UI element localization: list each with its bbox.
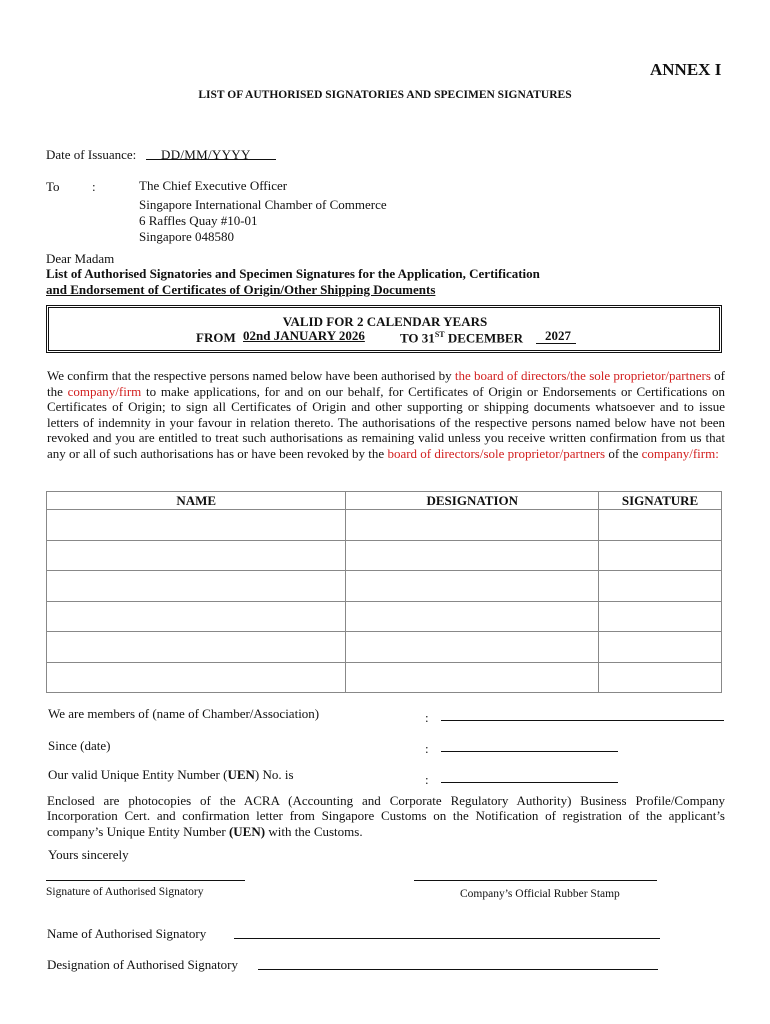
document-title: LIST OF AUTHORISED SIGNATORIES AND SPECIMEN SIGNATURES bbox=[198, 89, 572, 101]
chamber-colon: : bbox=[425, 710, 429, 725]
signature-label: Signature of Authorised Signatory bbox=[46, 886, 204, 898]
enclosed-text-1: Enclosed are photocopies of the ACRA (Accounting and Corporate Regulatory Authority) Business Profile/Company Incorporation Cert. and confirmation letter from Singapore Customs on the Notification of registration of the applicant’s company’s Unique Entity Number bbox=[47, 793, 725, 839]
authorised-name-field[interactable] bbox=[234, 938, 660, 939]
table-row bbox=[47, 662, 722, 693]
validity-heading: VALID FOR 2 CALENDAR YEARS bbox=[282, 314, 488, 329]
name-cell[interactable] bbox=[47, 601, 346, 632]
enclosed-uen: (UEN) bbox=[228, 823, 266, 839]
authorised-name-label: Name of Authorised Signatory bbox=[47, 926, 207, 941]
signature-line[interactable] bbox=[46, 880, 245, 881]
signature-cell[interactable] bbox=[599, 510, 722, 541]
designation-cell[interactable] bbox=[346, 510, 599, 541]
authorised-designation-label: Designation of Authorised Signatory bbox=[47, 957, 239, 972]
validity-to-suffix: ST bbox=[434, 330, 445, 339]
signature-cell[interactable] bbox=[599, 662, 722, 693]
table-header-row bbox=[47, 492, 722, 510]
designation-cell[interactable] bbox=[346, 601, 599, 632]
stamp-line[interactable] bbox=[414, 880, 657, 881]
validity-to-month: DECEMBER bbox=[447, 330, 523, 346]
table-row bbox=[47, 632, 722, 663]
confirmation-paragraph bbox=[47, 368, 725, 462]
stamp-label: Company’s Official Rubber Stamp bbox=[460, 888, 620, 900]
confirmation-text-2: of the bbox=[47, 368, 725, 399]
to-label: To bbox=[46, 179, 60, 194]
validity-from-label: FROM bbox=[196, 330, 236, 345]
signature-cell[interactable] bbox=[599, 601, 722, 632]
since-label: Since (date) bbox=[48, 738, 111, 753]
name-cell[interactable] bbox=[47, 571, 346, 602]
enclosed-text-2: with the Customs. bbox=[265, 823, 363, 839]
signatories-table bbox=[46, 491, 722, 693]
name-cell[interactable] bbox=[47, 540, 346, 571]
recipient-line-1: The Chief Executive Officer bbox=[139, 178, 288, 193]
recipient-line-3: 6 Raffles Quay #10-01 bbox=[139, 213, 258, 228]
authority-body-1: the board of directors/the sole proprietor/partners bbox=[454, 368, 711, 383]
uen-field[interactable] bbox=[441, 782, 618, 783]
enclosed-paragraph bbox=[47, 793, 725, 839]
salutation: Dear Madam bbox=[46, 251, 115, 266]
validity-to-label bbox=[400, 330, 523, 346]
entity-type-1: company/firm bbox=[67, 383, 142, 399]
validity-to-year[interactable]: 2027 bbox=[545, 328, 571, 343]
designation-cell[interactable] bbox=[346, 632, 599, 663]
designation-cell[interactable] bbox=[346, 540, 599, 571]
chamber-label: We are members of (name of Chamber/Association) bbox=[48, 706, 320, 721]
table-row bbox=[47, 601, 722, 632]
entity-type-2: company/firm: bbox=[641, 445, 719, 461]
subject-line-2: and Endorsement of Certificates of Origin/Other Shipping Documents bbox=[46, 282, 436, 297]
table-row bbox=[47, 571, 722, 602]
uen-label-bold: UEN bbox=[227, 767, 255, 782]
uen-label-post: ) No. is bbox=[254, 767, 294, 782]
name-cell[interactable] bbox=[47, 510, 346, 541]
column-header-designation: DESIGNATION bbox=[346, 492, 599, 510]
column-header-name: NAME bbox=[47, 492, 346, 510]
designation-cell[interactable] bbox=[346, 571, 599, 602]
signature-cell[interactable] bbox=[599, 571, 722, 602]
authorised-designation-field[interactable] bbox=[258, 969, 658, 970]
subject-line-1: List of Authorised Signatories and Specimen Signatures for the Application, Certification bbox=[46, 266, 540, 281]
annex-heading: ANNEX I bbox=[650, 60, 722, 79]
table-row bbox=[47, 510, 722, 541]
table-row bbox=[47, 540, 722, 571]
chamber-field[interactable] bbox=[441, 720, 724, 721]
confirmation-text-4: of the bbox=[605, 445, 642, 461]
confirmation-text-3: to make applications, for and on our behalf, for Certificates of Origin or Endorsements or Certifications on Certificates of Origin; to sign all Certificates of Origin and other supporting or shipping documents whatsoever and to issue letters of indemnity in your favour in relation thereto. The authorisations of the respective persons named below have not been revoked and you are entitled to treat such authorisations as remaining valid unless you receive written confirmation from us that any or all of such authorisations has or have been revoked by the bbox=[47, 383, 725, 461]
uen-colon: : bbox=[425, 772, 429, 787]
name-cell[interactable] bbox=[47, 632, 346, 663]
signature-cell[interactable] bbox=[599, 540, 722, 571]
uen-label bbox=[48, 767, 294, 783]
issuance-label: Date of Issuance: bbox=[46, 147, 137, 162]
closing: Yours sincerely bbox=[48, 847, 129, 862]
since-field[interactable] bbox=[441, 751, 618, 752]
confirmation-text-1: We confirm that the respective persons named below have been authorised by bbox=[47, 368, 455, 383]
recipient-line-2: Singapore International Chamber of Commerce bbox=[139, 197, 387, 212]
since-colon: : bbox=[425, 741, 429, 756]
authority-body-2: board of directors/sole proprietor/partners bbox=[387, 445, 606, 461]
uen-label-pre: Our valid Unique Entity Number ( bbox=[48, 767, 228, 782]
issuance-value[interactable]: DD/MM/YYYY bbox=[161, 147, 251, 162]
to-colon: : bbox=[92, 179, 96, 194]
recipient-line-4: Singapore 048580 bbox=[139, 229, 234, 244]
name-cell[interactable] bbox=[47, 662, 346, 693]
signature-cell[interactable] bbox=[599, 632, 722, 663]
designation-cell[interactable] bbox=[346, 662, 599, 693]
column-header-signature: SIGNATURE bbox=[599, 492, 722, 510]
validity-from-value[interactable]: 02nd JANUARY 2026 bbox=[243, 328, 365, 343]
validity-to-day: TO 31 bbox=[400, 330, 435, 346]
